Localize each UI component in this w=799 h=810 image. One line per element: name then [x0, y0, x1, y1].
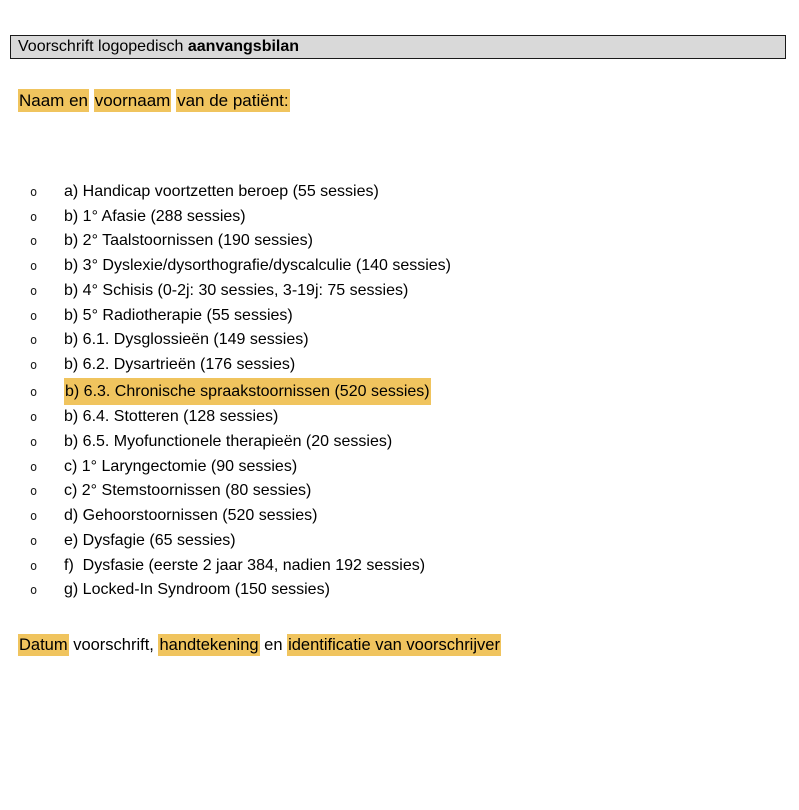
bullet-icon: o [30, 209, 38, 224]
bullet-icon: o [30, 308, 38, 323]
list-item-text: e) Dysfagie (65 sessies) [64, 531, 236, 549]
bullet-icon: o [30, 283, 38, 298]
bullet-icon: o [30, 533, 38, 548]
list-item [30, 578, 789, 603]
list-item-text: b) 6.5. Myofunctionele therapieën (20 sessies) [64, 433, 393, 451]
list-item [30, 254, 789, 279]
text-segment: voorschrift, [68, 636, 159, 654]
document-title-bar [10, 35, 786, 59]
list-item-text: f) Dysfasie (eerste 2 jaar 384, nadien 192 sessies) [64, 556, 426, 574]
highlighted-text: handtekening [159, 636, 259, 654]
list-item-text: b) 5° Radiotherapie (55 sessies) [64, 306, 293, 324]
list-item-text: d) Gehoorstoornissen (520 sessies) [64, 507, 318, 525]
bullet-icon: o [30, 357, 38, 372]
list-item [30, 180, 789, 205]
bullet-icon: o [30, 583, 38, 598]
bullet-icon: o [30, 333, 38, 348]
bullet-icon: o [30, 484, 38, 499]
document-title-bold: aanvangsbilan [187, 38, 300, 55]
highlighted-text: identificatie van voorschrijver [288, 636, 500, 654]
list-item [30, 279, 789, 304]
bullet-icon: o [30, 509, 38, 524]
patient-name-line [18, 89, 290, 113]
list-item-text: b) 6.3. Chronische spraakstoornissen (520 sessies) [64, 378, 431, 406]
bullet-icon: o [30, 410, 38, 425]
highlighted-text: voornaam [94, 91, 171, 110]
list-item-text: b) 6.4. Stotteren (128 sessies) [64, 408, 279, 426]
list-item [30, 430, 789, 455]
signature-line [18, 633, 501, 657]
list-item [30, 504, 789, 529]
highlighted-text: van de patiënt: [177, 91, 289, 110]
list-item [30, 405, 789, 430]
bullet-icon: o [30, 259, 38, 274]
document-title-regular: Voorschrift logopedisch [18, 38, 188, 55]
list-item-text: b) 1° Afasie (288 sessies) [64, 207, 246, 225]
list-item [30, 455, 789, 480]
highlighted-text: Naam en [19, 91, 88, 110]
bullet-icon: o [30, 435, 38, 450]
list-item-text: b) 6.2. Dysartrieën (176 sessies) [64, 355, 296, 373]
list-item-text: b) 2° Taalstoornissen (190 sessies) [64, 232, 313, 250]
list-item-text: c) 1° Laryngectomie (90 sessies) [64, 457, 298, 475]
list-item [30, 479, 789, 504]
list-item [30, 529, 789, 554]
list-item-text: g) Locked-In Syndroom (150 sessies) [64, 581, 330, 599]
text-segment: en [259, 636, 288, 654]
list-item-text: c) 2° Stemstoornissen (80 sessies) [64, 482, 312, 500]
list-item-text: b) 4° Schisis (0-2j: 30 sessies, 3-19j: 75 sessies) [64, 281, 409, 299]
list-item-text: b) 6.1. Dysglossieën (149 sessies) [64, 331, 309, 349]
bullet-icon: o [30, 558, 38, 573]
list-item [30, 304, 789, 329]
list-item [30, 554, 789, 579]
highlighted-text: Datum [19, 636, 68, 654]
list-item [30, 205, 789, 230]
list-item [30, 378, 789, 406]
bullet-icon: o [30, 234, 38, 249]
bullet-icon: o [30, 384, 38, 399]
list-item [30, 229, 789, 254]
bullet-icon: o [30, 459, 38, 474]
list-item-text: a) Handicap voortzetten beroep (55 sessies) [64, 183, 379, 200]
list-item-text: b) 3° Dyslexie/dysorthografie/dyscalculie (140 sessies) [64, 257, 452, 275]
options-list [30, 180, 789, 603]
list-item [30, 353, 789, 378]
document-title [18, 38, 299, 56]
list-item [30, 328, 789, 353]
bullet-icon: o [30, 185, 38, 199]
